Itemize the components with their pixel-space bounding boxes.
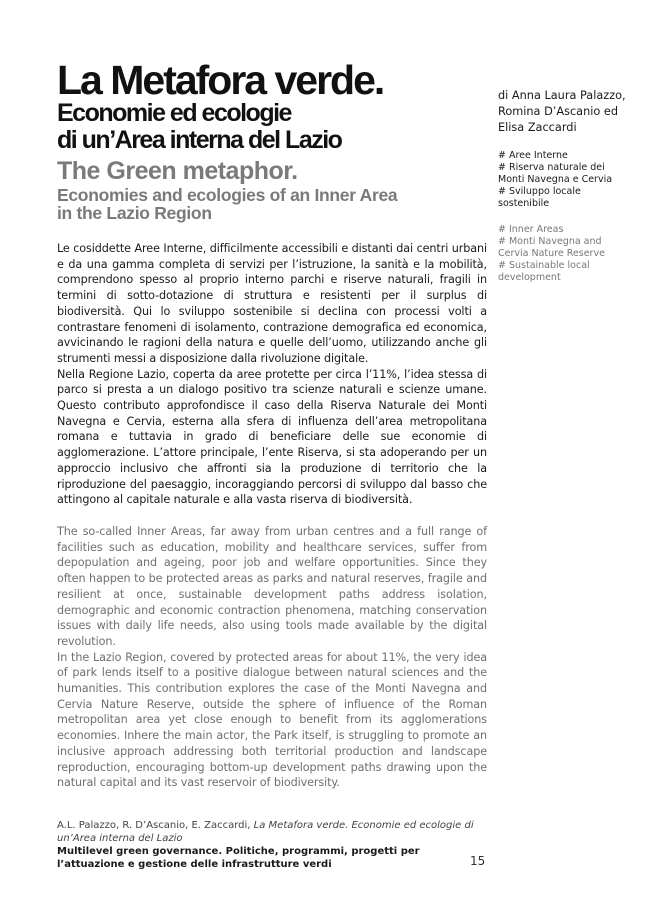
subtitle-italian-line-1: Economie ed ecologie <box>57 99 291 127</box>
page-footer <box>57 819 477 871</box>
keyword-line: Cervia Nature Reserve <box>498 248 605 259</box>
keyword-line: # Riserva naturale dei <box>498 162 605 173</box>
author-list <box>498 88 636 136</box>
keyword-line: # Sviluppo locale <box>498 186 581 197</box>
keyword-line: # Monti Navegna and <box>498 236 602 247</box>
keywords-english <box>498 224 636 284</box>
abstract-italian <box>57 241 487 508</box>
abstract-paragraph: In the Lazio Region, covered by protected areas for about 11%, the very idea of park lends itself to a positive dialogue between natural sciences and the humanities. This contribution explores the case of the Monti Navegna and Cervia Nature Reserve, outside the sphere of influence of the Roman metropolitan area yet close enough to benefit from its agglomerations economies. Inhere the main actor, the Park itself, is struggling to promote an inclusive approach addressing both territorial production and landscape reproduction, encouraging bottom-up development paths drawing upon the natural capital and its vast reservoir of biodiversity. <box>57 650 487 790</box>
article-subtitle-italian <box>57 100 497 154</box>
citation-authors: A.L. Palazzo, R. D’Ascanio, E. Zaccardi, <box>57 820 254 831</box>
keyword-line: # Sustainable local <box>498 260 590 271</box>
article-title-italian: La Metafora verde. <box>57 57 384 103</box>
subtitle-english-line-1: Economies and ecologies of an Inner Area <box>57 185 398 205</box>
citation-title: La Metafora verde. Economie ed ecologie di un’Area interna del Lazio <box>57 820 474 844</box>
abstract-paragraph: Le cosiddette Aree Interne, difficilmente accessibili e distanti dai centri urbani e da una gamma completa di servizi per l’istruzione, la sanità e la mobilità, comprendono spesso al proprio interno parchi e riserve naturali, fragili in termini di sotto-dotazione di struttura e resistenti per il surplus di biodiversità. Qui lo sviluppo sostenibile si declina con processi volti a contrastare fenomeni di isolamento, contrazione demografica ed economica, avvicinando le ragioni della natura e quelle dell’uomo, utilizzando anche gli strumenti messi a disposizione dalla rivoluzione digitale. <box>57 242 487 365</box>
keyword-line: sostenibile <box>498 198 550 209</box>
keyword-line: # Aree Interne <box>498 150 568 161</box>
author-line: di Anna Laura Palazzo, <box>498 89 626 102</box>
subtitle-english-line-2: in the Lazio Region <box>57 203 212 223</box>
abstract-paragraph: The so-called Inner Areas, far away from urban centres and a full range of facilities such as education, mobility and healthcare services, suffer from depopulation and ageing, poor job and welfare opportunities. Since they often happen to be protected areas as parks and natural reserves, fragile and resilient at once, sustainable development paths address isolation, demographic and economic contraction phenomena, matching conservation issues with daily life needs, also using tools made available by the digital revolution. <box>57 525 487 648</box>
book-title: Multilevel green governance. Politiche, programmi, progetti per l’attuazione e gestione delle infrastrutture verdi <box>57 846 420 870</box>
author-line: Elisa Zaccardi <box>498 121 577 134</box>
keyword-line: development <box>498 272 561 283</box>
keywords-italian <box>498 150 636 210</box>
author-line: Romina D’Ascanio ed <box>498 105 619 118</box>
article-subtitle-english <box>57 186 497 222</box>
abstract-paragraph: Nella Regione Lazio, coperta da aree protette per circa l’11%, l’idea stessa di parco si presta a un dialogo positivo tra scienze naturali e scienze umane. Questo contributo approfondisce il caso della Riserva Naturale dei Monti Navegna e Cervia, esterna alla sfera di influenza dell’area metropolitana romana e tuttavia in grado di beneficiare delle sue economie di agglomerazione. L’attore principale, l’ente Riserva, si sta adoperando per un approccio inclusivo che affronti sia la produzione di territorio che la riproduzione del paesaggio, incoraggiando percorsi di sviluppo dal basso che attingono al capitale naturale e alla vasta riserva di biodiversità. <box>57 367 487 507</box>
keyword-line: Monti Navegna e Cervia <box>498 174 613 185</box>
keyword-line: # Inner Areas <box>498 224 564 235</box>
abstract-english <box>57 524 487 791</box>
subtitle-italian-line-2: di un’Area interna del Lazio <box>57 126 342 154</box>
article-title-english: The Green metaphor. <box>57 157 298 185</box>
citation <box>57 819 477 845</box>
page-number: 15 <box>470 854 486 868</box>
